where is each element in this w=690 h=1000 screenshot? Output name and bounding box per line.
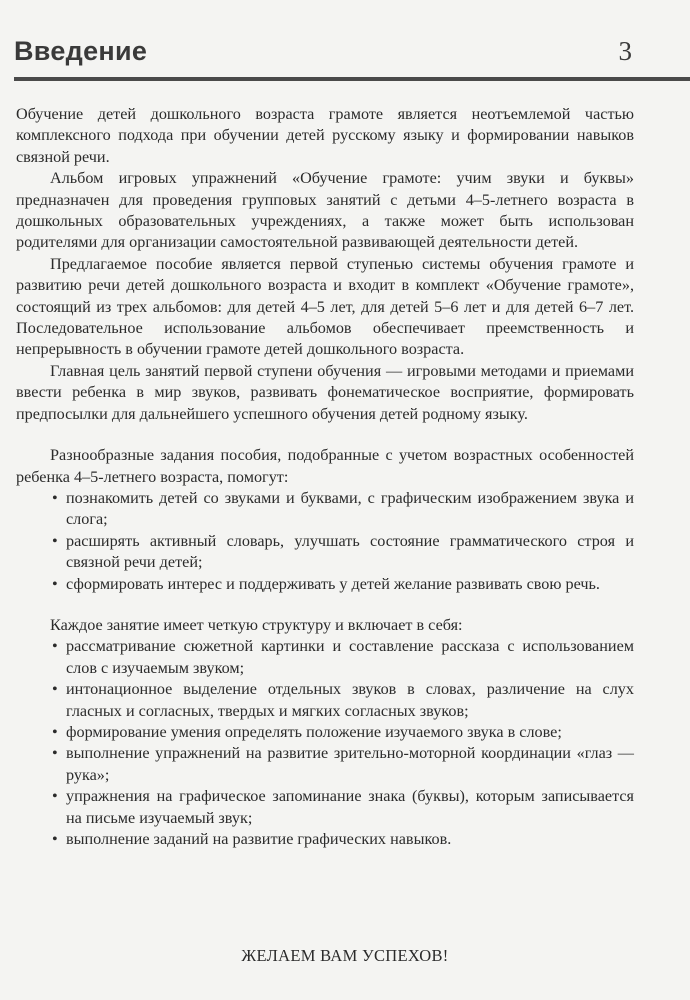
list-item: • познакомить детей со звуками и буквами, с графическим изображением звука и слога;	[16, 488, 634, 531]
page-number: 3	[618, 36, 632, 66]
body-text	[16, 104, 634, 850]
list-item: • расширять активный словарь, улучшать состояние грамматического строя и связной речи детей;	[16, 531, 634, 574]
list-item: • выполнение заданий на развитие графических навыков.	[16, 829, 634, 850]
page-title: Введение	[14, 36, 148, 66]
intro-paragraph-1: Обучение детей дошкольного возраста грамоте является неотъемлемой частью комплексного подхода при обучении детей русскому языку и формировании навыков связной речи.	[16, 105, 634, 166]
list-item: • формирование умения определять положение изучаемого звука в слове;	[16, 722, 634, 743]
intro-paragraph-4: Главная цель занятий первой ступени обучения — игровыми методами и приемами ввести ребенка в мир звуков, развивать фонематическое восприятие, формировать предпосылки для дальнейшего успешного обучения детей родному языку.	[16, 361, 634, 423]
header-rule	[14, 77, 690, 81]
tasks-list	[16, 488, 634, 595]
structure-list	[16, 636, 634, 850]
page-header	[0, 36, 690, 86]
structure-lead: Каждое занятие имеет четкую структуру и включает в себя:	[50, 615, 463, 634]
list-item: • интонационное выделение отдельных звуков в словах, различение на слух гласных и согласных, твердых и мягких согласных звуков;	[16, 679, 634, 722]
list-item: • выполнение упражнений на развитие зрительно-моторной координации «глаз — рука»;	[16, 743, 634, 786]
intro-paragraph-3: Предлагаемое пособие является первой ступенью системы обучения грамоте и развитию речи детей дошкольного возраста и входит в комплект «Обучение грамоте», состоящий из трех альбомов: для детей 4–5 лет, для детей 5–6 лет и для детей 6–7 лет. Последовательное использование альбомов обеспечивает преемственность и непрерывность в обучении грамоте детей дошкольного возраста.	[16, 254, 634, 359]
list-item: • рассматривание сюжетной картинки и составление рассказа с использованием слов с изучаемым звуком;	[16, 636, 634, 679]
tasks-lead: Разнообразные задания пособия, подобранные с учетом возрастных особенностей ребенка 4–5-летнего возраста, помогут:	[16, 446, 634, 486]
list-item: • сформировать интерес и поддерживать у детей желание развивать свою речь.	[16, 574, 634, 595]
section-gap	[16, 595, 634, 615]
intro-paragraph-2: Альбом игровых упражнений «Обучение грамоте: учим звуки и буквы» предназначен для проведения групповых занятий с детьми 4–5-летнего возраста в дошкольных образовательных учреждениях, а также может быть использован родителями для организации самостоятельной развивающей деятельности детей.	[16, 169, 634, 252]
section-gap	[16, 425, 634, 445]
closing-wish: ЖЕЛАЕМ ВАМ УСПЕХОВ!	[241, 946, 449, 965]
list-item: • упражнения на графическое запоминание знака (буквы), которым записывается на письме изучаемый звук;	[16, 786, 634, 829]
